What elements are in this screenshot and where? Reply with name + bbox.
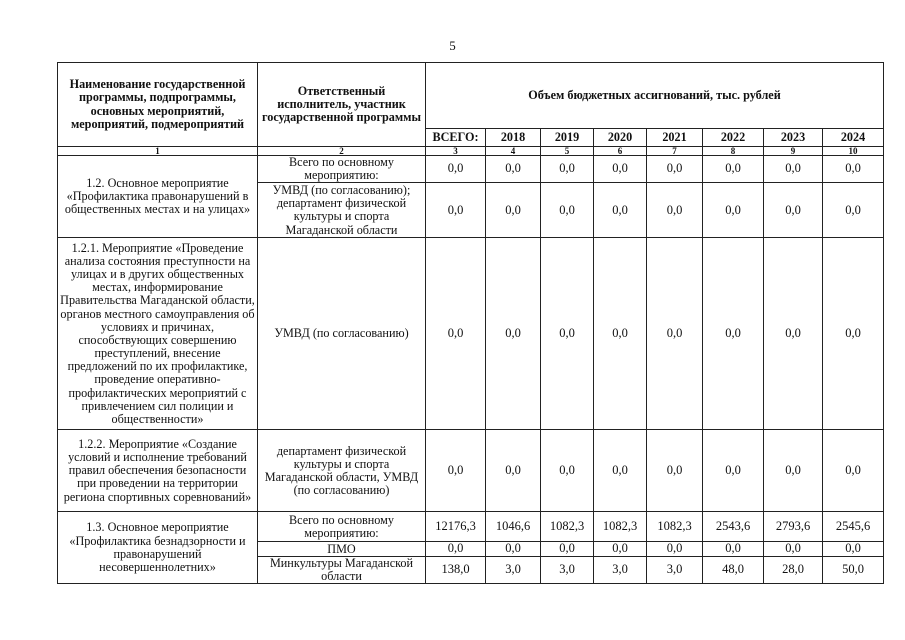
value-cell: 0,0	[703, 156, 764, 183]
value-cell: 0,0	[647, 183, 703, 238]
column-number: 4	[486, 147, 541, 156]
column-number: 1	[58, 147, 258, 156]
column-number: 5	[541, 147, 594, 156]
value-cell: 0,0	[823, 183, 884, 238]
column-number: 8	[703, 147, 764, 156]
activity-name: 1.2.1. Мероприятие «Проведение анализа состояния преступности на улицах и в других общественных местах, информирование Правительства Магаданской области, органов местного самоуправления об условиях и причинах, способствующих совершению преступлений, внесение предложений по их профилактике, проведение оперативно-профилактических мероприятий с привлечением сил полиции и общественности»	[58, 238, 258, 430]
column-number: 2	[258, 147, 426, 156]
header-year-2018: 2018	[486, 129, 541, 147]
header-col-name: Наименование государственной программы, подпрограммы, основных мероприятий, мероприятий, подмероприятий	[58, 63, 258, 147]
value-cell: 138,0	[426, 556, 486, 583]
value-cell: 0,0	[594, 156, 647, 183]
value-cell: 0,0	[703, 183, 764, 238]
value-cell: 0,0	[764, 542, 823, 557]
value-cell: 0,0	[426, 183, 486, 238]
value-cell: 0,0	[541, 183, 594, 238]
header-year-2022: 2022	[703, 129, 764, 147]
executor-cell: департамент физической культуры и спорта Магаданской области, УМВД (по согласованию)	[258, 430, 426, 512]
value-cell: 0,0	[703, 430, 764, 512]
executor-cell: УМВД (по согласованию)	[258, 238, 426, 430]
value-cell: 0,0	[764, 430, 823, 512]
value-cell: 0,0	[823, 238, 884, 430]
value-cell: 0,0	[594, 238, 647, 430]
value-cell: 0,0	[703, 542, 764, 557]
value-cell: 0,0	[764, 238, 823, 430]
value-cell: 0,0	[426, 542, 486, 557]
value-cell: 3,0	[541, 556, 594, 583]
value-cell: 0,0	[594, 542, 647, 557]
value-cell: 2793,6	[764, 512, 823, 542]
value-cell: 12176,3	[426, 512, 486, 542]
value-cell: 0,0	[541, 156, 594, 183]
value-cell: 0,0	[426, 156, 486, 183]
value-cell: 0,0	[647, 238, 703, 430]
value-cell: 0,0	[594, 430, 647, 512]
column-number: 10	[823, 147, 884, 156]
value-cell: 3,0	[486, 556, 541, 583]
header-year-2019: 2019	[541, 129, 594, 147]
value-cell: 0,0	[823, 542, 884, 557]
executor-cell: Всего по основному мероприятию:	[258, 156, 426, 183]
value-cell: 0,0	[486, 183, 541, 238]
column-number: 6	[594, 147, 647, 156]
page-number: 5	[449, 38, 456, 53]
header-row	[58, 63, 884, 129]
value-cell: 1082,3	[594, 512, 647, 542]
value-cell: 0,0	[426, 238, 486, 430]
header-year-2023: 2023	[764, 129, 823, 147]
value-cell: 50,0	[823, 556, 884, 583]
value-cell: 0,0	[486, 156, 541, 183]
column-number: 3	[426, 147, 486, 156]
header-col-budget: Объем бюджетных ассигнований, тыс. рублей	[426, 63, 884, 129]
value-cell: 2543,6	[703, 512, 764, 542]
value-cell: 0,0	[486, 542, 541, 557]
value-cell: 0,0	[823, 156, 884, 183]
table-row	[58, 430, 884, 512]
value-cell: 0,0	[764, 183, 823, 238]
value-cell: 1046,6	[486, 512, 541, 542]
header-year-2024: 2024	[823, 129, 884, 147]
value-cell: 0,0	[647, 542, 703, 557]
executor-cell: ПМО	[258, 542, 426, 557]
budget-table	[57, 62, 884, 584]
table-row	[58, 156, 884, 183]
value-cell: 0,0	[541, 430, 594, 512]
value-cell: 0,0	[647, 156, 703, 183]
value-cell: 0,0	[764, 156, 823, 183]
value-cell: 0,0	[647, 430, 703, 512]
table-row	[58, 512, 884, 542]
value-cell: 0,0	[823, 430, 884, 512]
column-number-row	[58, 147, 884, 156]
value-cell: 0,0	[426, 430, 486, 512]
column-number: 7	[647, 147, 703, 156]
value-cell: 0,0	[486, 430, 541, 512]
value-cell: 48,0	[703, 556, 764, 583]
value-cell: 3,0	[647, 556, 703, 583]
header-year-2021: 2021	[647, 129, 703, 147]
executor-cell: Минкультуры Магаданской области	[258, 556, 426, 583]
activity-name: 1.3. Основное мероприятие «Профилактика безнадзорности и правонарушений несовершеннолетних»	[58, 512, 258, 584]
header-total: ВСЕГО:	[426, 129, 486, 147]
header-col-executor: Ответственный исполнитель, участник государственной программы	[258, 63, 426, 147]
executor-cell: Всего по основному мероприятию:	[258, 512, 426, 542]
value-cell: 0,0	[594, 183, 647, 238]
column-number: 9	[764, 147, 823, 156]
value-cell: 3,0	[594, 556, 647, 583]
value-cell: 0,0	[486, 238, 541, 430]
header-year-2020: 2020	[594, 129, 647, 147]
activity-name: 1.2. Основное мероприятие «Профилактика правонарушений в общественных местах и на улицах»	[58, 156, 258, 238]
table-row	[58, 238, 884, 430]
value-cell: 1082,3	[541, 512, 594, 542]
activity-name: 1.2.2. Мероприятие «Создание условий и исполнение требований правил обеспечения безопасности при проведении на территории региона спортивных соревнований»	[58, 430, 258, 512]
executor-cell: УМВД (по согласованию); департамент физической культуры и спорта Магаданской области	[258, 183, 426, 238]
value-cell: 28,0	[764, 556, 823, 583]
value-cell: 2545,6	[823, 512, 884, 542]
value-cell: 0,0	[541, 238, 594, 430]
value-cell: 1082,3	[647, 512, 703, 542]
value-cell: 0,0	[703, 238, 764, 430]
value-cell: 0,0	[541, 542, 594, 557]
